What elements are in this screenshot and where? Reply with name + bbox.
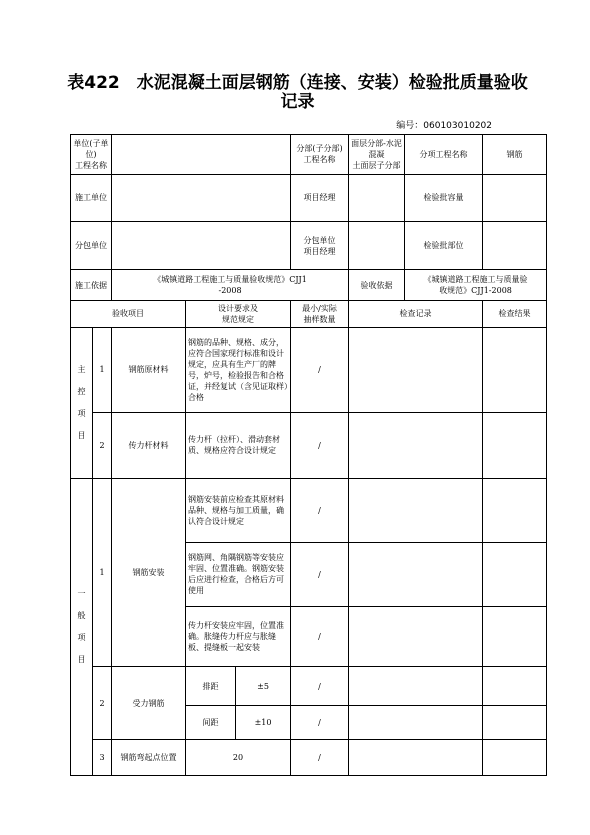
- install-name: 钢筋安装: [112, 478, 186, 667]
- stress-row-2-record[interactable]: [349, 705, 483, 739]
- main-row-2-sample[interactable]: /: [291, 412, 349, 478]
- install-no: 1: [93, 478, 112, 667]
- stress-row-1-sub: 排距: [186, 667, 236, 706]
- install-row-2-result[interactable]: [483, 542, 547, 606]
- stress-row-1-result[interactable]: [483, 667, 547, 706]
- document-code: 编号：060103010202: [396, 121, 492, 131]
- main-row-1-requirement: 钢筋的品种、规格、成分，应符合国家现行标准和设计规定，应具有生产厂的牌号，炉号，检验报告和合格证，并经复试（含见证取样）合格: [186, 327, 291, 412]
- project-manager-value[interactable]: [349, 174, 405, 222]
- basis-value: 《城镇道路工程施工与质量验收规范》CJJ1 -2008: [112, 269, 349, 300]
- batch-capacity-label: 检验批容量: [405, 174, 483, 222]
- item-project-value: 钢筋: [483, 135, 547, 175]
- sub-division-value: 面层分部-水泥混凝 土面层子分部: [349, 135, 405, 175]
- subcontract-manager-value[interactable]: [349, 222, 405, 270]
- main-row-2-record[interactable]: [349, 412, 483, 478]
- install-row-1-record[interactable]: [349, 478, 483, 542]
- stress-row-2-result[interactable]: [483, 705, 547, 739]
- bend-tol: 20: [186, 740, 291, 776]
- inspection-table: [70, 134, 547, 776]
- install-row-1-sample[interactable]: /: [291, 478, 349, 542]
- construction-unit-value[interactable]: [112, 174, 291, 222]
- install-row-2-requirement: 钢筋网、角隅钢筋等安装应牢固、位置准确。钢筋安装后应进行检查，合格后方可使用: [186, 542, 291, 606]
- document-title: [60, 74, 535, 112]
- general-category: 一 般 项 目: [71, 478, 93, 775]
- stress-row-2-sample[interactable]: /: [291, 705, 349, 739]
- main-row-2-name: 传力杆材料: [112, 412, 186, 478]
- item-project-label: 分项工程名称: [405, 135, 483, 175]
- column-design: 设计要求及 规范规定: [186, 301, 291, 327]
- batch-location-value[interactable]: [483, 222, 547, 270]
- stress-row-2-tol: ±10: [236, 705, 291, 739]
- column-record: 检查记录: [349, 301, 483, 327]
- install-row-2-record[interactable]: [349, 542, 483, 606]
- stress-name: 受力钢筋: [112, 667, 186, 740]
- unit-name-value[interactable]: [112, 135, 291, 175]
- stress-row-1-record[interactable]: [349, 667, 483, 706]
- install-row-2-sample[interactable]: /: [291, 542, 349, 606]
- column-item: 验收项目: [71, 301, 186, 327]
- install-row-1-requirement: 钢筋安装前应检查其原材料品种、规格与加工质量，确认符合设计规定: [186, 478, 291, 542]
- main-row-2-result[interactable]: [483, 412, 547, 478]
- bend-no: 3: [93, 740, 112, 776]
- column-result: 检查结果: [483, 301, 547, 327]
- main-row-1-name: 钢筋原材料: [112, 327, 186, 412]
- main-row-1-no: 1: [93, 327, 112, 412]
- acceptance-basis-value: 《城镇道路工程施工与质量验 收规范》CJJ1-2008: [405, 269, 547, 300]
- install-row-3-sample[interactable]: /: [291, 606, 349, 667]
- batch-location-label: 检验批部位: [405, 222, 483, 270]
- batch-capacity-value[interactable]: [483, 174, 547, 222]
- subcontract-unit-label: 分包单位: [71, 222, 112, 270]
- subcontract-unit-value[interactable]: [112, 222, 291, 270]
- main-control-category: 主 控 项 目: [71, 327, 93, 478]
- column-sample: 最小/实际 抽样数量: [291, 301, 349, 327]
- unit-name-label: 单位(子单位) 工程名称: [71, 135, 112, 175]
- main-row-1-sample[interactable]: /: [291, 327, 349, 412]
- title-line-1: 表422 水泥混凝土面层钢筋（连接、安装）检验批质量验收: [67, 73, 528, 93]
- install-row-3-requirement: 传力杆安装应牢固，位置准确。胀缝传力杆应与胀缝板、提缝板一起安装: [186, 606, 291, 667]
- stress-row-1-sample[interactable]: /: [291, 667, 349, 706]
- construction-unit-label: 施工单位: [71, 174, 112, 222]
- title-line-2: 记录: [280, 92, 315, 112]
- install-row-3-record[interactable]: [349, 606, 483, 667]
- stress-no: 2: [93, 667, 112, 740]
- install-row-3-result[interactable]: [483, 606, 547, 667]
- main-row-1-result[interactable]: [483, 327, 547, 412]
- stress-row-2-sub: 间距: [186, 705, 236, 739]
- bend-sample[interactable]: /: [291, 740, 349, 776]
- subcontract-manager-label: 分包单位 项目经理: [291, 222, 349, 270]
- basis-label: 施工依据: [71, 269, 112, 300]
- sub-division-label: 分部(子分部) 工程名称: [291, 135, 349, 175]
- bend-result[interactable]: [483, 740, 547, 776]
- acceptance-basis-label: 验收依据: [349, 269, 405, 300]
- main-row-2-requirement: 传力杆（拉杆）、滑动套材质、规格应符合设计规定: [186, 412, 291, 478]
- main-row-2-no: 2: [93, 412, 112, 478]
- bend-record[interactable]: [349, 740, 483, 776]
- main-row-1-record[interactable]: [349, 327, 483, 412]
- stress-row-1-tol: ±5: [236, 667, 291, 706]
- bend-name: 钢筋弯起点位置: [112, 740, 186, 776]
- project-manager-label: 项目经理: [291, 174, 349, 222]
- install-row-1-result[interactable]: [483, 478, 547, 542]
